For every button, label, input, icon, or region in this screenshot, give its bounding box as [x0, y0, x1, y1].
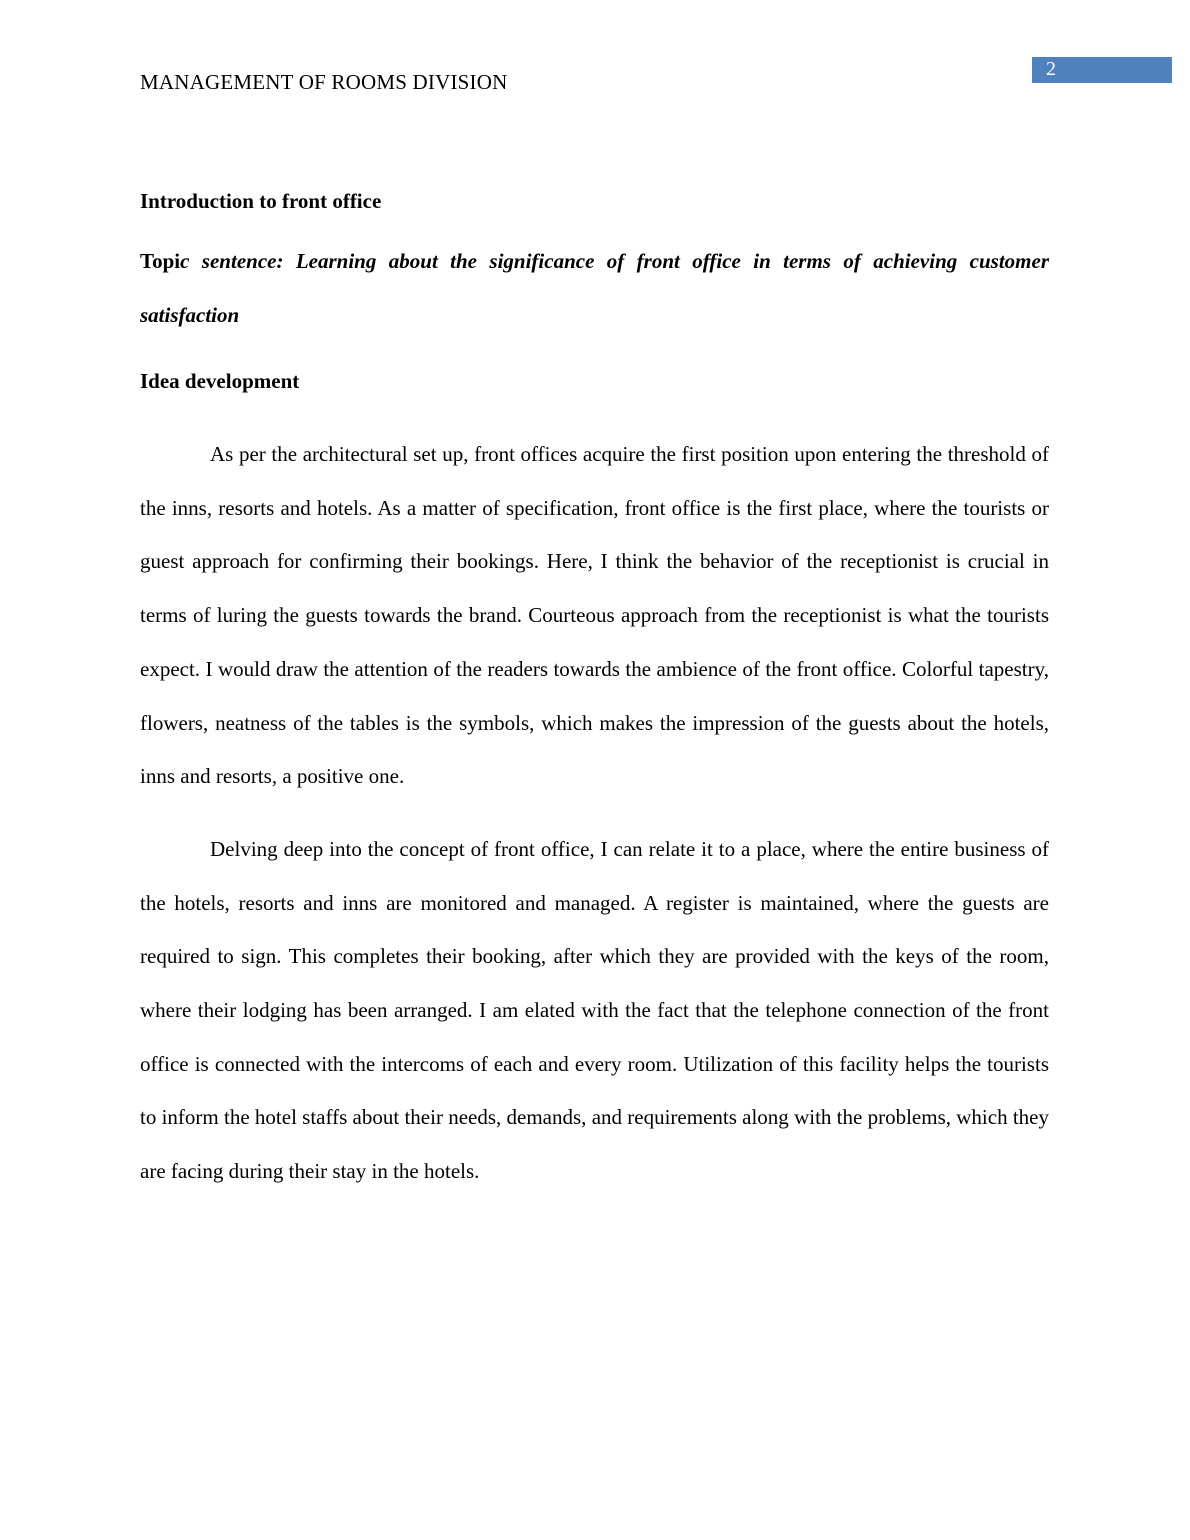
topic-text: c sentence: Learning about the significance of front office in terms of achieving customer satisfaction — [140, 249, 1049, 327]
body-paragraph-2: Delving deep into the concept of front office, I can relate it to a place, where the entire business of the hotels, resorts and inns are monitored and managed. A register is maintained, where the guests are required to sign. This completes their booking, after which they are provided with the keys of the room, where their lodging has been arranged. I am elated with the fact that the telephone connection of the front office is connected with the intercoms of each and every room. Utilization of this facility helps the tourists to inform the hotel staffs about their needs, demands, and requirements along with the problems, which they are facing during their stay in the hotels. — [140, 836, 1049, 1184]
idea-development-heading: Idea development — [140, 369, 300, 393]
topic-label: Topi — [140, 249, 181, 273]
running-head: MANAGEMENT OF ROOMS DIVISION — [140, 70, 508, 94]
topic-sentence — [140, 235, 1049, 342]
section-heading: Introduction to front office — [140, 189, 382, 213]
page-number: 2 — [1046, 58, 1056, 80]
page-number-bar — [1032, 57, 1172, 83]
document-body — [140, 182, 1049, 1199]
body-paragraph-1: As per the architectural set up, front offices acquire the first position upon entering the threshold of the inns, resorts and hotels. As a matter of specification, front office is the first place, where the tourists or guest approach for confirming their bookings. Here, I think the behavior of the receptionist is crucial in terms of luring the guests towards the brand. Courteous approach from the receptionist is what the tourists expect. I would draw the attention of the readers towards the ambience of the front office. Colorful tapestry, flowers, neatness of the tables is the symbols, which makes the impression of the guests about the hotels, inns and resorts, a positive one. — [140, 442, 1049, 789]
